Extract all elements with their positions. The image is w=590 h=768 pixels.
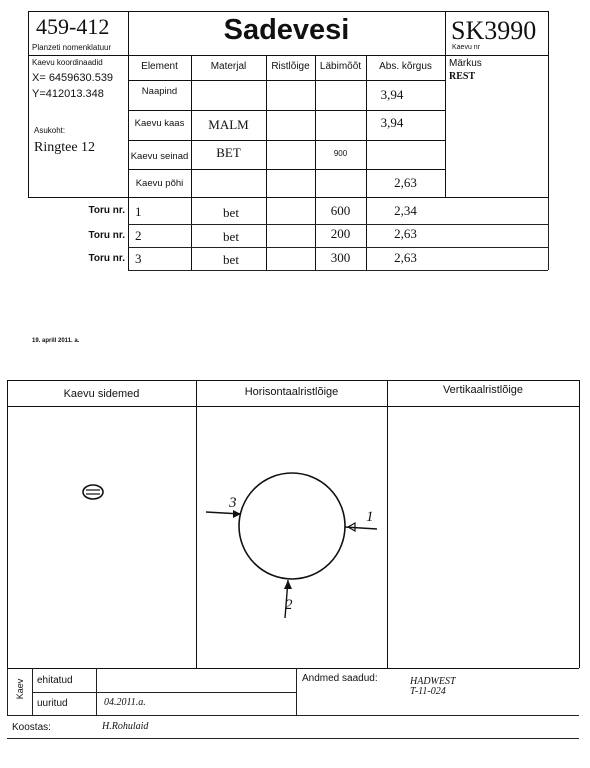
coord-x: X= 6459630.539 xyxy=(32,72,114,84)
surveyed-label: uuritud xyxy=(37,698,68,709)
pipe-diameter: 600 xyxy=(330,203,351,218)
plan-code: 459-412 xyxy=(36,14,110,39)
row-material: MALM xyxy=(208,117,249,132)
remarks-value: REST xyxy=(449,71,476,82)
pipe-label: Toru nr. xyxy=(88,253,125,264)
pipe-no: 2 xyxy=(135,228,142,243)
pipe-height: 2,63 xyxy=(394,250,417,265)
pipe-height: 2,63 xyxy=(394,226,417,241)
data-from-label: Andmed saadud: xyxy=(302,673,378,684)
row-element: Kaevu kaas xyxy=(134,117,185,129)
pipe-no: 1 xyxy=(135,204,142,219)
date-stamp: 19. aprill 2011. a. xyxy=(32,338,80,344)
data-from-value: T-11-024 xyxy=(410,686,446,697)
remarks-label: Märkus xyxy=(449,58,482,69)
section-title: Horisontaalristlõige xyxy=(244,386,339,398)
pipe-diameter: 300 xyxy=(330,250,351,265)
row-element: Kaevu seinad xyxy=(130,150,189,162)
data-from-value: HADWEST xyxy=(410,676,456,687)
author-name: H.Rohulaid xyxy=(102,721,149,732)
col-element: Element xyxy=(141,60,178,72)
row-height: 2,63 xyxy=(394,175,417,190)
row-height: 3,94 xyxy=(380,87,404,102)
location-label: Asukoht: xyxy=(34,126,66,135)
kaev-label: Kaev xyxy=(15,678,25,700)
pipe-marker: 2 xyxy=(285,597,293,613)
pipe-marker: 3 xyxy=(229,495,237,511)
plan-label: Planzeti nomenklatuur xyxy=(32,43,112,52)
pipe-no: 3 xyxy=(135,251,142,266)
coord-y: Y=412013.348 xyxy=(32,88,104,100)
horizontal-section-drawing xyxy=(196,406,387,668)
row-material: BET xyxy=(216,145,241,160)
row-element: Naapind xyxy=(141,85,178,97)
col-material: Materjal xyxy=(210,60,247,72)
pipe-material: bet xyxy=(223,252,239,267)
pipe-label: Toru nr. xyxy=(88,230,125,241)
section-title: Kaevu sidemed xyxy=(63,388,140,400)
pipe-marker: 1 xyxy=(366,509,374,525)
built-label: ehitatud xyxy=(37,675,73,686)
row-diameter: 900 xyxy=(333,148,348,158)
pipe-material: bet xyxy=(223,229,239,244)
section-title: Vertikaalristlõige xyxy=(442,384,524,396)
author-label: Koostas: xyxy=(12,722,51,733)
location-value: Ringtee 12 xyxy=(34,140,96,155)
col-diameter: Läbimõõt xyxy=(319,60,362,72)
pipe-material: bet xyxy=(223,205,239,220)
coords-label: Kaevu koordinaadid xyxy=(32,58,103,67)
well-number: SK3990 xyxy=(451,16,537,45)
page-title: Sadevesi xyxy=(223,14,350,46)
row-element: Kaevu põhi xyxy=(135,177,184,189)
row-height: 3,94 xyxy=(380,115,404,130)
pipe-height: 2,34 xyxy=(394,203,417,218)
pipe-label: Toru nr. xyxy=(88,205,125,216)
well-symbol-icon xyxy=(80,482,106,502)
col-section: Ristlõige xyxy=(271,60,310,72)
well-number-label: Kaevu nr xyxy=(452,44,481,51)
pipe-diameter: 200 xyxy=(330,226,351,241)
surveyed-date: 04.2011.a. xyxy=(104,697,146,708)
col-height: Abs. kõrgus xyxy=(379,60,432,72)
